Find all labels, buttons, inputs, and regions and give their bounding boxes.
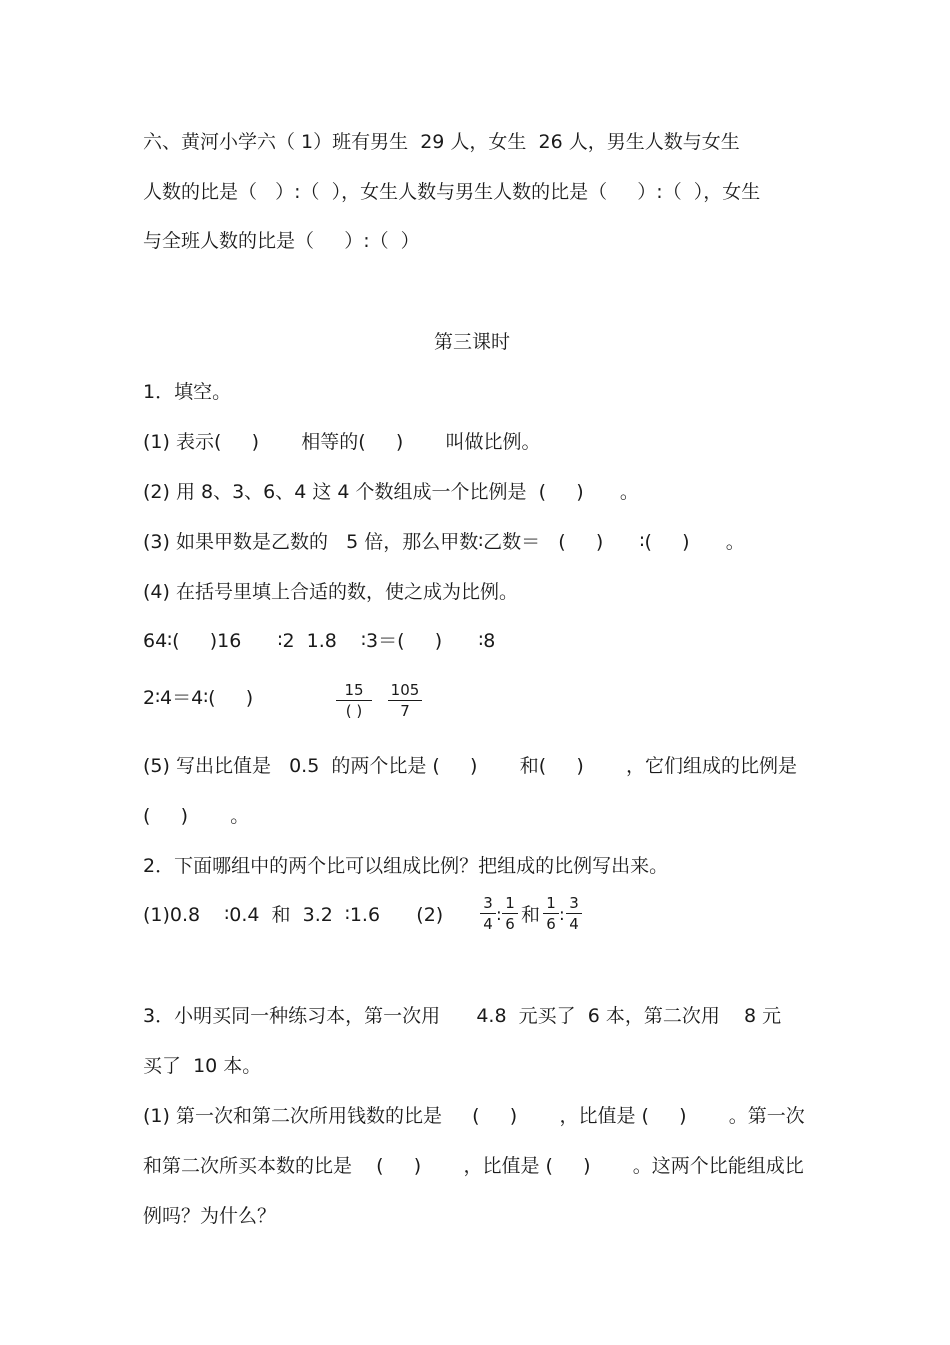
q3-part1-line2: 和第二次所买本数的比是 ( ) ，比值是 ( ) 。这两个比能组成比 (143, 1155, 804, 1177)
fraction-bar (480, 913, 496, 914)
and-word: 和 (521, 904, 541, 926)
fraction-denominator: ( ) (345, 702, 363, 720)
ratio-colon: : (496, 905, 502, 925)
fraction-3-4 (566, 894, 582, 933)
q1-part5-line1: (5) 写出比值是 0.5 的两个比是 ( ) 和( ) ，它们组成的比例是 (143, 755, 798, 777)
fraction-numerator: 105 (390, 681, 420, 699)
q1-part2: (2) 用 8、3、6、4 这 4 个数组成一个比例是 ( ) 。 (143, 481, 639, 503)
section6-line2: 人数的比是（ ）:（ ），女生人数与男生人数的比是（ ）:（ ），女生 (143, 181, 761, 203)
fraction-numerator: 3 (569, 894, 579, 912)
fraction-105-7 (388, 681, 422, 720)
q1-row1: 64∶( )16 ∶2 1.8 ∶3＝( ) ∶8 (143, 630, 496, 652)
q2-heading: 2．下面哪组中的两个比可以组成比例？把组成的比例写出来。 (143, 855, 669, 877)
fraction-numerator: 3 (483, 894, 493, 912)
q2-part1: (1)0.8 ∶0.4 和 3.2 ∶1.6 (2) (143, 904, 444, 926)
fraction-bar (336, 700, 372, 701)
fraction-denominator: 7 (400, 702, 410, 720)
fraction-1-6 (502, 894, 518, 933)
lesson-title: 第三课时 (433, 331, 510, 353)
section6-line3: 与全班人数的比是（ ）:（ ） (143, 230, 420, 252)
fraction-15-blank (336, 681, 372, 720)
fraction-denominator: 4 (483, 915, 493, 933)
fraction-bar (502, 913, 518, 914)
fraction-numerator: 1 (546, 894, 556, 912)
ratio-colon: : (559, 905, 565, 925)
fraction-bar (566, 913, 582, 914)
fraction-bar (388, 700, 422, 701)
fraction-denominator: 6 (505, 915, 515, 933)
fraction-numerator: 1 (505, 894, 515, 912)
q1-row2: 2∶4＝4∶( ) (143, 687, 254, 709)
q1-part1: (1) 表示( ) 相等的( ) 叫做比例。 (143, 431, 541, 453)
q1-part3: (3) 如果甲数是乙数的 5 倍，那么甲数∶乙数＝ ( ) ∶( ) 。 (143, 531, 745, 553)
fraction-denominator: 6 (546, 915, 556, 933)
q1-part4: (4) 在括号里填上合适的数，使之成为比例。 (143, 581, 518, 603)
section6-line1: 六、黄河小学六（ 1）班有男生 29 人，女生 26 人，男生人数与女生 (143, 131, 740, 153)
q3-line1: 3．小明买同一种练习本，第一次用 4.8 元买了 6 本，第二次用 8 元 (143, 1005, 782, 1027)
q3-line2: 买了 10 本。 (143, 1055, 262, 1077)
fraction-denominator: 4 (569, 915, 579, 933)
fraction-3-4 (480, 894, 496, 933)
q1-heading: 1．填空。 (143, 381, 232, 403)
fraction-numerator: 15 (344, 681, 364, 699)
q3-part1-line3: 例吗？为什么？ (143, 1205, 277, 1227)
fraction-1-6 (543, 894, 559, 933)
q1-part5-line2: ( ) 。 (143, 805, 250, 827)
fraction-bar (543, 913, 559, 914)
q3-part1-line1: (1) 第一次和第二次所用钱数的比是 ( ) ，比值是 ( ) 。第一次 (143, 1105, 805, 1127)
